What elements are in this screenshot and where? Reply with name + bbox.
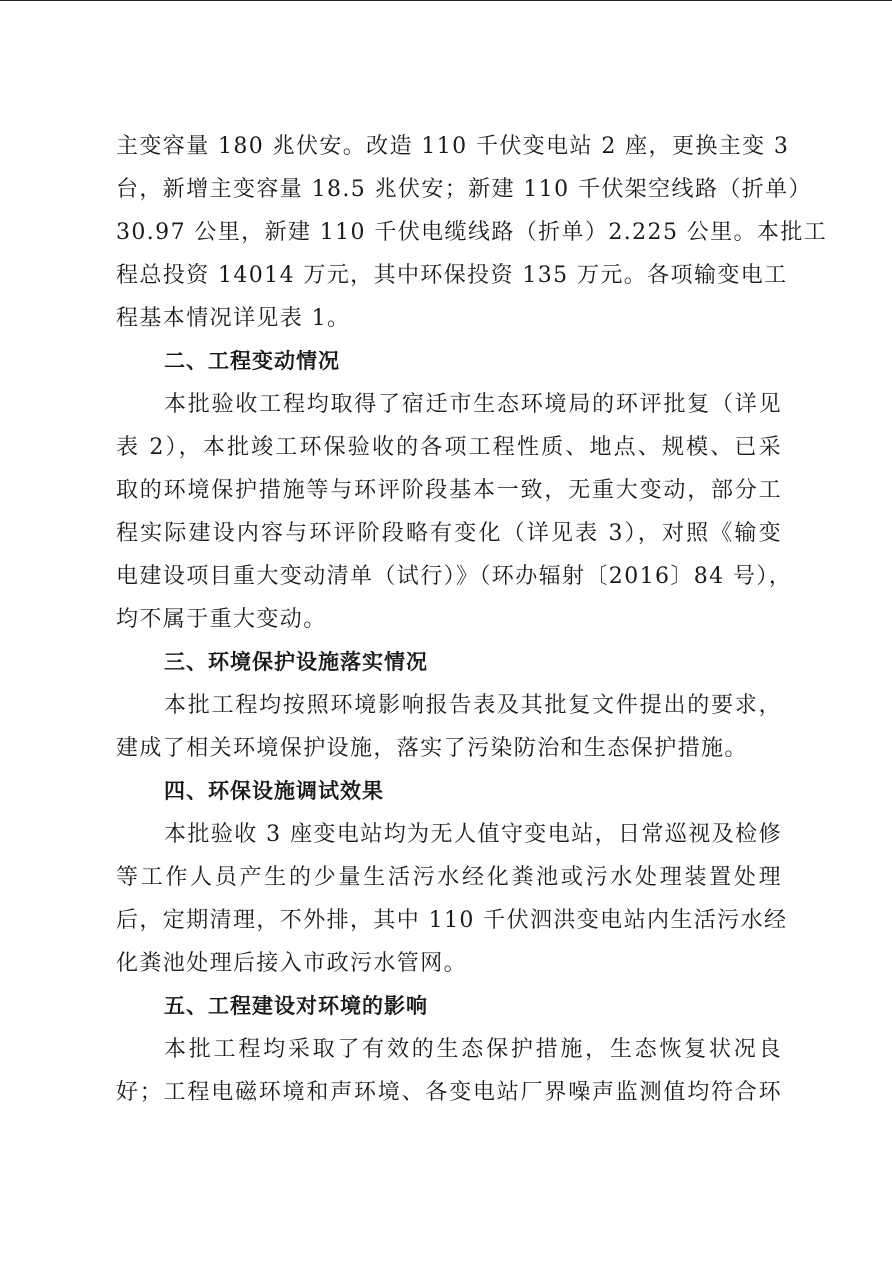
paragraph-line: 表 2），本批竣工环保验收的各项工程性质、地点、规模、已采	[116, 435, 782, 460]
paragraph-line: 程总投资 14014 万元，其中环保投资 135 万元。各项输变电工	[116, 263, 788, 288]
paragraph-line: 本批验收工程均取得了宿迁市生态环境局的环评批复（详见	[164, 392, 782, 417]
section-heading-changes: 二、工程变动情况	[164, 349, 340, 373]
paragraph-line: 好；工程电磁环境和声环境、各变电站厂界噪声监测值均符合环	[116, 1080, 782, 1105]
paragraph-line: 程基本情况详见表 1。	[116, 306, 351, 331]
paragraph-line: 程实际建设内容与环评阶段略有变化（详见表 3），对照《输变	[116, 521, 782, 546]
section-heading-impact: 五、工程建设对环境的影响	[164, 994, 428, 1018]
paragraph-line: 本批工程均按照环境影响报告表及其批复文件提出的要求，	[164, 693, 782, 718]
paragraph-line: 本批工程均采取了有效的生态保护措施，生态恢复状况良	[164, 1037, 782, 1062]
paragraph-line: 电建设项目重大变动清单（试行）》（环办辐射〔2016〕84 号），	[116, 564, 793, 589]
paragraph-line: 主变容量 180 兆伏安。改造 110 千伏变电站 2 座，更换主变 3	[116, 134, 790, 159]
section-heading-commissioning: 四、环保设施调试效果	[164, 779, 384, 803]
paragraph-line: 化粪池处理后接入市政污水管网。	[116, 951, 468, 976]
paragraph-line: 建成了相关环境保护设施，落实了污染防治和生态保护措施。	[116, 736, 748, 761]
section-heading-facilities: 三、环境保护设施落实情况	[164, 650, 428, 674]
paragraph-line: 后，定期清理，不外排，其中 110 千伏泗洪变电站内生活污水经	[116, 908, 788, 933]
paragraph-line: 30.97 公里，新建 110 千伏电缆线路（折单）2.225 公里。本批工	[116, 220, 828, 245]
paragraph-line: 取的环境保护措施等与环评阶段基本一致，无重大变动，部分工	[116, 478, 782, 503]
paragraph-line: 本批验收 3 座变电站均为无人值守变电站，日常巡视及检修	[164, 822, 782, 847]
paragraph-line: 等工作人员产生的少量生活污水经化粪池或污水处理装置处理	[116, 865, 782, 890]
document-body	[116, 125, 828, 1114]
paragraph-line: 台，新增主变容量 18.5 兆伏安；新建 110 千伏架空线路（折单）	[116, 177, 812, 202]
paragraph-line: 均不属于重大变动。	[116, 607, 327, 632]
